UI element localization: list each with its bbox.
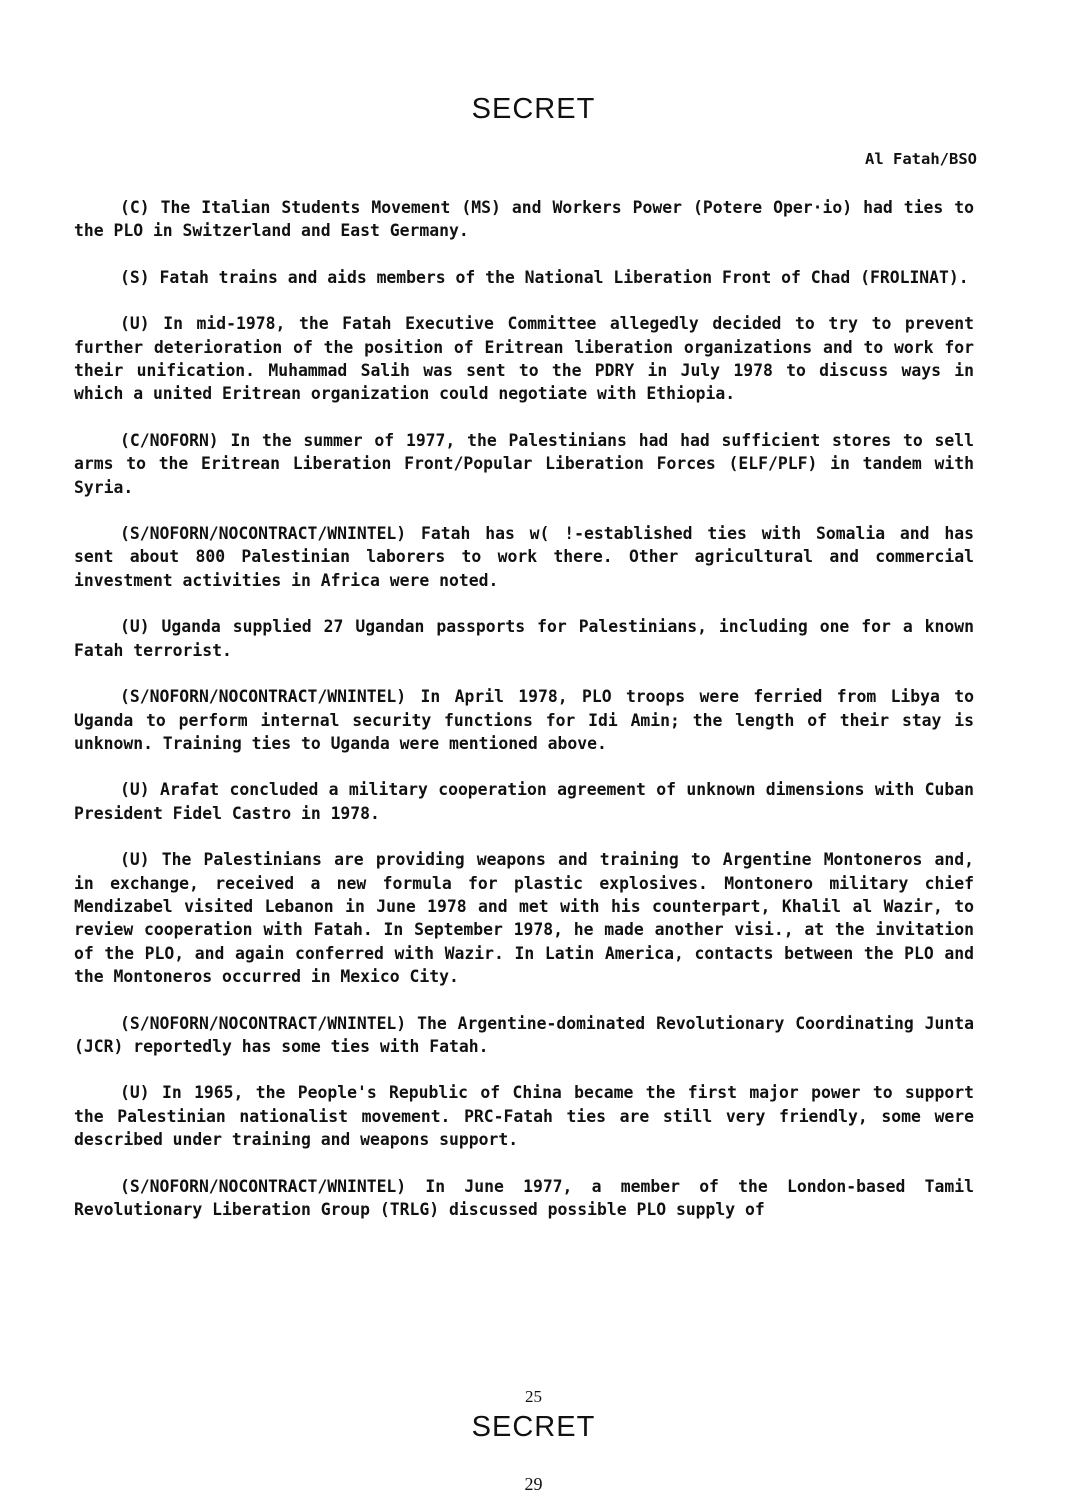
paragraph-eritrea: (U) In mid-1978, the Fatah Executive Committee allegedly decided to try to prevent further deterioration of the position of Eritrean liberation organizations and to work for their unification. Muhammad Salih was sent to the PDRY in July 1978 to discuss ways in which a united Eritrean organization could negotiate with Ethiopia. xyxy=(74,314,974,404)
paragraph-elf-plf: (C/NOFORN) In the summer of 1977, the Palestinians had had sufficient stores to sell arms to the Eritrean Liberation Front/Popular Liberation Forces (ELF/PLF) in tandem with Syria. xyxy=(74,430,974,497)
paragraph-italian-students: (C) The Italian Students Movement (MS) and Workers Power (Potere Oper·io) had ties to the PLO in Switzerland and East Germany. xyxy=(74,198,974,241)
classification-header: SECRET xyxy=(471,93,596,125)
paragraph-somalia: (S/NOFORN/NOCONTRACT/WNINTEL) Fatah has w( !-established ties with Somalia and has sent about 800 Palestinian laborers to work there. Other agricultural and commercial investment activities in Africa were noted. xyxy=(74,524,974,590)
paragraph-uganda-troops: (S/NOFORN/NOCONTRACT/WNINTEL) In April 1978, PLO troops were ferried from Libya to Uganda to perform internal security functions for Idi Amin; the length of their stay is unknown. Training ties to Uganda were mentioned above. xyxy=(74,687,974,753)
classification-footer: SECRET xyxy=(471,1411,596,1443)
document-reference: Al Fatah/BSO xyxy=(865,150,977,168)
paragraph-frolinat: (S) Fatah trains and aids members of the National Liberation Front of Chad (FROLINAT). xyxy=(120,267,969,287)
paragraph-jcr: (S/NOFORN/NOCONTRACT/WNINTEL) The Argentine-dominated Revolutionary Coordinating Junta (JCR) reportedly has some ties with Fatah. xyxy=(74,1013,974,1056)
document-page-number: 25 xyxy=(525,1387,542,1406)
paragraph-montoneros: (U) The Palestinians are providing weapons and training to Argentine Montoneros and, in exchange, received a new formula for plastic explosives. Montonero military chief Mendizabel visited Lebanon in June 1978 and met with his counterpart, Khalil al Wazir, to review cooperation with Fatah. In September 1978, he made another visi., at the invitation of the PLO, and again conferred with Wazir. In Latin America, contacts between the PLO and the Montoneros occurred in Mexico City. xyxy=(74,850,974,987)
file-page-number: 29 xyxy=(524,1474,543,1494)
paragraph-cuba: (U) Arafat concluded a military cooperation agreement of unknown dimensions with Cuban President Fidel Castro in 1978. xyxy=(74,780,974,823)
paragraph-tamil: (S/NOFORN/NOCONTRACT/WNINTEL) In June 1977, a member of the London-based Tamil Revolutionary Liberation Group (TRLG) discussed possible PLO supply of xyxy=(74,1176,974,1219)
paragraph-china: (U) In 1965, the People's Republic of China became the first major power to support the Palestinian nationalist movement. PRC-Fatah ties are still very friendly, some were described under training and weapons support. xyxy=(74,1083,974,1150)
document-body xyxy=(74,196,974,1244)
paragraph-uganda-passports: (U) Uganda supplied 27 Ugandan passports for Palestinians, including one for a known Fatah terrorist. xyxy=(74,617,974,660)
